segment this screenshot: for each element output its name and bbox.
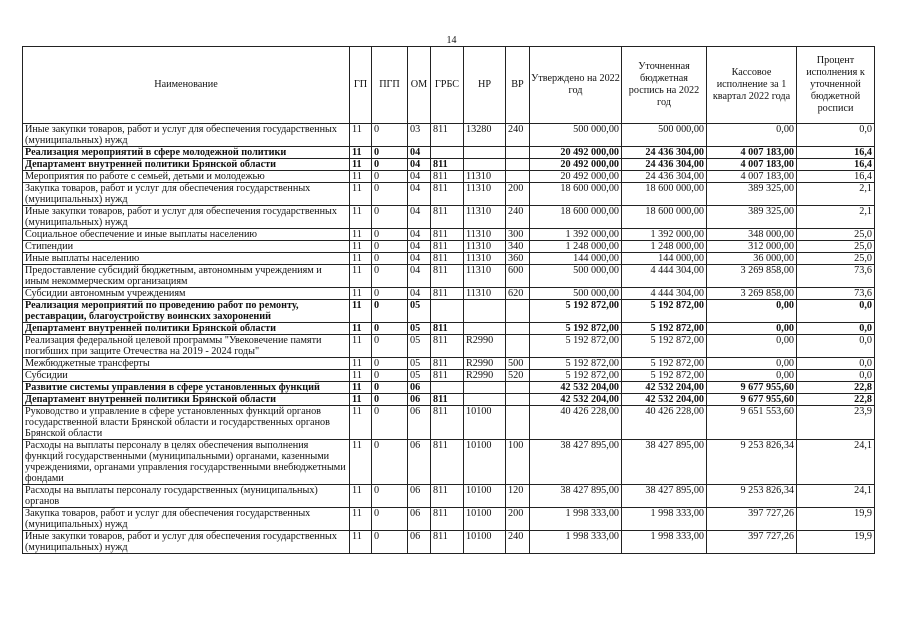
cell-cash: 0,00 (707, 370, 797, 382)
cell-grbs: 811 (431, 406, 464, 440)
cell-approved: 144 000,00 (530, 253, 622, 265)
cell-name: Расходы на выплаты персоналу в целях обеспечения выполнения функций государственными (муниципальными) органами, казенными учреждениями, органами управления государственными внебюджетными фондами (23, 440, 350, 485)
cell-gp: 11 (350, 183, 372, 206)
cell-np: 11310 (464, 288, 506, 300)
cell-grbs: 811 (431, 531, 464, 554)
cell-np: 11310 (464, 229, 506, 241)
cell-np: 10100 (464, 406, 506, 440)
cell-gp: 11 (350, 147, 372, 159)
cell-vr (506, 406, 530, 440)
cell-name: Департамент внутренней политики Брянской области (23, 159, 350, 171)
cell-cash: 9 677 955,60 (707, 394, 797, 406)
cell-percent: 16,4 (797, 171, 875, 183)
cell-cash: 0,00 (707, 323, 797, 335)
cell-percent: 2,1 (797, 183, 875, 206)
cell-pgp: 0 (372, 323, 408, 335)
cell-name: Предоставление субсидий бюджетным, автономным учреждениям и иным некоммерческим организациям (23, 265, 350, 288)
cell-pgp: 0 (372, 300, 408, 323)
cell-om: 05 (408, 370, 431, 382)
cell-np (464, 323, 506, 335)
cell-np: 11310 (464, 206, 506, 229)
cell-om: 06 (408, 394, 431, 406)
cell-name: Субсидии (23, 370, 350, 382)
cell-gp: 11 (350, 288, 372, 300)
cell-revised: 18 600 000,00 (622, 183, 707, 206)
cell-percent: 19,9 (797, 531, 875, 554)
cell-vr (506, 300, 530, 323)
cell-pgp: 0 (372, 485, 408, 508)
cell-percent: 24,1 (797, 485, 875, 508)
cell-cash: 4 007 183,00 (707, 147, 797, 159)
table-row (23, 370, 875, 382)
table-row (23, 531, 875, 554)
cell-percent: 22,8 (797, 382, 875, 394)
cell-approved: 5 192 872,00 (530, 323, 622, 335)
cell-revised: 24 436 304,00 (622, 171, 707, 183)
cell-revised: 5 192 872,00 (622, 300, 707, 323)
header-cash: Кассовое исполнение за 1 квартал 2022 года (707, 47, 797, 124)
cell-percent: 0,0 (797, 370, 875, 382)
cell-percent: 16,4 (797, 159, 875, 171)
cell-pgp: 0 (372, 265, 408, 288)
cell-revised: 5 192 872,00 (622, 370, 707, 382)
cell-percent: 25,0 (797, 241, 875, 253)
cell-grbs: 811 (431, 394, 464, 406)
cell-np: R2990 (464, 335, 506, 358)
cell-cash: 397 727,26 (707, 531, 797, 554)
cell-om: 05 (408, 358, 431, 370)
cell-grbs: 811 (431, 124, 464, 147)
cell-revised: 42 532 204,00 (622, 394, 707, 406)
table-row (23, 229, 875, 241)
cell-cash: 0,00 (707, 358, 797, 370)
cell-name: Мероприятия по работе с семьей, детьми и молодежью (23, 171, 350, 183)
cell-name: Иные выплаты населению (23, 253, 350, 265)
cell-pgp: 0 (372, 206, 408, 229)
cell-cash: 0,00 (707, 335, 797, 358)
cell-vr: 620 (506, 288, 530, 300)
table-row (23, 147, 875, 159)
cell-grbs: 811 (431, 335, 464, 358)
table-row (23, 253, 875, 265)
cell-gp: 11 (350, 394, 372, 406)
cell-name: Департамент внутренней политики Брянской области (23, 323, 350, 335)
cell-percent: 2,1 (797, 206, 875, 229)
cell-name: Реализация мероприятий в сфере молодежной политики (23, 147, 350, 159)
cell-gp: 11 (350, 300, 372, 323)
cell-gp: 11 (350, 265, 372, 288)
cell-revised: 5 192 872,00 (622, 335, 707, 358)
header-row (23, 47, 875, 124)
page-number: 14 (446, 35, 457, 46)
table-row (23, 335, 875, 358)
header-percent: Процент исполнения к уточненной бюджетной росписи (797, 47, 875, 124)
cell-pgp: 0 (372, 124, 408, 147)
cell-grbs: 811 (431, 358, 464, 370)
cell-gp: 11 (350, 370, 372, 382)
cell-grbs (431, 382, 464, 394)
cell-gp: 11 (350, 206, 372, 229)
cell-percent: 0,0 (797, 323, 875, 335)
cell-grbs: 811 (431, 183, 464, 206)
cell-revised: 24 436 304,00 (622, 147, 707, 159)
cell-approved: 1 248 000,00 (530, 241, 622, 253)
cell-name: Руководство и управление в сфере установленных функций органов государственной власти Брянской области и государственных органов Брянской области (23, 406, 350, 440)
cell-percent: 24,1 (797, 440, 875, 485)
table-row (23, 288, 875, 300)
cell-name: Расходы на выплаты персоналу государственных (муниципальных) органов (23, 485, 350, 508)
cell-cash: 389 325,00 (707, 183, 797, 206)
cell-np: 13280 (464, 124, 506, 147)
cell-percent: 23,9 (797, 406, 875, 440)
cell-approved: 5 192 872,00 (530, 370, 622, 382)
cell-percent: 22,8 (797, 394, 875, 406)
header-np: НР (464, 47, 506, 124)
cell-om: 04 (408, 159, 431, 171)
cell-grbs: 811 (431, 171, 464, 183)
table-row (23, 323, 875, 335)
cell-gp: 11 (350, 440, 372, 485)
cell-name: Межбюджетные трансферты (23, 358, 350, 370)
cell-revised: 1 392 000,00 (622, 229, 707, 241)
cell-pgp: 0 (372, 229, 408, 241)
cell-grbs: 811 (431, 323, 464, 335)
cell-approved: 500 000,00 (530, 265, 622, 288)
cell-pgp: 0 (372, 335, 408, 358)
cell-om: 05 (408, 300, 431, 323)
cell-pgp: 0 (372, 382, 408, 394)
cell-om: 04 (408, 253, 431, 265)
cell-gp: 11 (350, 406, 372, 440)
cell-vr (506, 147, 530, 159)
cell-cash: 9 253 826,34 (707, 485, 797, 508)
cell-vr: 240 (506, 531, 530, 554)
cell-name: Развитие системы управления в сфере установленных функций (23, 382, 350, 394)
header-gp: ГП (350, 47, 372, 124)
cell-grbs: 811 (431, 440, 464, 485)
cell-vr: 300 (506, 229, 530, 241)
cell-grbs: 811 (431, 241, 464, 253)
header-approved: Утверждено на 2022 год (530, 47, 622, 124)
cell-om: 06 (408, 382, 431, 394)
cell-approved: 500 000,00 (530, 288, 622, 300)
cell-cash: 9 253 826,34 (707, 440, 797, 485)
cell-approved: 5 192 872,00 (530, 335, 622, 358)
cell-pgp: 0 (372, 531, 408, 554)
cell-approved: 42 532 204,00 (530, 394, 622, 406)
cell-revised: 4 444 304,00 (622, 265, 707, 288)
cell-gp: 11 (350, 241, 372, 253)
cell-revised: 42 532 204,00 (622, 382, 707, 394)
cell-om: 04 (408, 206, 431, 229)
cell-approved: 1 998 333,00 (530, 508, 622, 531)
cell-grbs: 811 (431, 159, 464, 171)
cell-cash: 348 000,00 (707, 229, 797, 241)
cell-pgp: 0 (372, 241, 408, 253)
table-row (23, 485, 875, 508)
cell-pgp: 0 (372, 440, 408, 485)
cell-vr: 240 (506, 206, 530, 229)
cell-approved: 42 532 204,00 (530, 382, 622, 394)
cell-grbs: 811 (431, 206, 464, 229)
cell-gp: 11 (350, 485, 372, 508)
cell-revised: 4 444 304,00 (622, 288, 707, 300)
cell-np: 10100 (464, 508, 506, 531)
cell-np (464, 147, 506, 159)
cell-np: 11310 (464, 171, 506, 183)
cell-name: Иные закупки товаров, работ и услуг для обеспечения государственных (муниципальных) нужд (23, 124, 350, 147)
cell-np: 10100 (464, 485, 506, 508)
cell-np: R2990 (464, 358, 506, 370)
cell-om: 05 (408, 335, 431, 358)
cell-om: 04 (408, 171, 431, 183)
cell-approved: 20 492 000,00 (530, 171, 622, 183)
table-row (23, 171, 875, 183)
cell-percent: 16,4 (797, 147, 875, 159)
cell-grbs: 811 (431, 265, 464, 288)
cell-percent: 0,0 (797, 300, 875, 323)
cell-name: Иные закупки товаров, работ и услуг для обеспечения государственных (муниципальных) нужд (23, 531, 350, 554)
cell-np: 10100 (464, 440, 506, 485)
cell-vr: 340 (506, 241, 530, 253)
cell-grbs: 811 (431, 253, 464, 265)
cell-om: 04 (408, 265, 431, 288)
cell-om: 06 (408, 485, 431, 508)
cell-pgp: 0 (372, 159, 408, 171)
cell-revised: 1 998 333,00 (622, 531, 707, 554)
cell-revised: 1 248 000,00 (622, 241, 707, 253)
cell-approved: 38 427 895,00 (530, 485, 622, 508)
cell-approved: 38 427 895,00 (530, 440, 622, 485)
cell-revised: 40 426 228,00 (622, 406, 707, 440)
cell-revised: 38 427 895,00 (622, 485, 707, 508)
cell-pgp: 0 (372, 288, 408, 300)
cell-cash: 4 007 183,00 (707, 171, 797, 183)
cell-vr: 600 (506, 265, 530, 288)
cell-percent: 73,6 (797, 265, 875, 288)
cell-gp: 11 (350, 253, 372, 265)
cell-name: Реализация федеральной целевой программы "Увековечение памяти погибших при защите Отечества на 2019 - 2024 годы" (23, 335, 350, 358)
cell-cash: 389 325,00 (707, 206, 797, 229)
cell-approved: 20 492 000,00 (530, 147, 622, 159)
cell-np: 11310 (464, 241, 506, 253)
cell-gp: 11 (350, 508, 372, 531)
cell-revised: 38 427 895,00 (622, 440, 707, 485)
cell-np: R2990 (464, 370, 506, 382)
cell-np (464, 382, 506, 394)
cell-np (464, 159, 506, 171)
cell-name: Стипендии (23, 241, 350, 253)
table-row (23, 159, 875, 171)
cell-percent: 73,6 (797, 288, 875, 300)
cell-pgp: 0 (372, 370, 408, 382)
cell-vr (506, 159, 530, 171)
cell-approved: 5 192 872,00 (530, 300, 622, 323)
cell-om: 06 (408, 531, 431, 554)
cell-gp: 11 (350, 171, 372, 183)
cell-cash: 0,00 (707, 124, 797, 147)
cell-percent: 25,0 (797, 253, 875, 265)
budget-table (22, 46, 875, 554)
cell-cash: 397 727,26 (707, 508, 797, 531)
cell-revised: 144 000,00 (622, 253, 707, 265)
cell-vr (506, 323, 530, 335)
header-name: Наименование (23, 47, 350, 124)
cell-approved: 1 998 333,00 (530, 531, 622, 554)
cell-np: 10100 (464, 531, 506, 554)
cell-cash: 4 007 183,00 (707, 159, 797, 171)
cell-revised: 5 192 872,00 (622, 323, 707, 335)
cell-name: Закупка товаров, работ и услуг для обеспечения государственных (муниципальных) нужд (23, 183, 350, 206)
cell-name: Закупка товаров, работ и услуг для обеспечения государственных (муниципальных) нужд (23, 508, 350, 531)
cell-np (464, 300, 506, 323)
cell-grbs: 811 (431, 508, 464, 531)
cell-gp: 11 (350, 159, 372, 171)
cell-cash: 3 269 858,00 (707, 265, 797, 288)
header-pgp: ПГП (372, 47, 408, 124)
cell-percent: 0,0 (797, 124, 875, 147)
cell-percent: 19,9 (797, 508, 875, 531)
table-row (23, 406, 875, 440)
cell-gp: 11 (350, 531, 372, 554)
cell-grbs: 811 (431, 370, 464, 382)
cell-cash: 0,00 (707, 300, 797, 323)
cell-name: Департамент внутренней политики Брянской области (23, 394, 350, 406)
header-revised: Уточненная бюджетная роспись на 2022 год (622, 47, 707, 124)
table-row (23, 508, 875, 531)
cell-cash: 312 000,00 (707, 241, 797, 253)
cell-pgp: 0 (372, 406, 408, 440)
cell-np (464, 394, 506, 406)
cell-pgp: 0 (372, 253, 408, 265)
cell-pgp: 0 (372, 358, 408, 370)
cell-revised: 5 192 872,00 (622, 358, 707, 370)
cell-name: Субсидии автономным учреждениям (23, 288, 350, 300)
cell-revised: 500 000,00 (622, 124, 707, 147)
cell-pgp: 0 (372, 171, 408, 183)
cell-cash: 9 651 553,60 (707, 406, 797, 440)
cell-vr (506, 394, 530, 406)
cell-grbs: 811 (431, 288, 464, 300)
header-vr: ВР (506, 47, 530, 124)
cell-om: 04 (408, 147, 431, 159)
cell-pgp: 0 (372, 147, 408, 159)
cell-pgp: 0 (372, 183, 408, 206)
cell-vr: 360 (506, 253, 530, 265)
cell-vr: 520 (506, 370, 530, 382)
cell-cash: 9 677 955,60 (707, 382, 797, 394)
table-row (23, 440, 875, 485)
cell-om: 04 (408, 241, 431, 253)
cell-vr: 240 (506, 124, 530, 147)
cell-grbs: 811 (431, 229, 464, 241)
cell-vr: 100 (506, 440, 530, 485)
cell-grbs: 811 (431, 485, 464, 508)
cell-np: 11310 (464, 265, 506, 288)
cell-approved: 500 000,00 (530, 124, 622, 147)
cell-approved: 5 192 872,00 (530, 358, 622, 370)
cell-np: 11310 (464, 183, 506, 206)
cell-om: 06 (408, 508, 431, 531)
table-row (23, 358, 875, 370)
cell-om: 04 (408, 183, 431, 206)
cell-name: Иные закупки товаров, работ и услуг для обеспечения государственных (муниципальных) нужд (23, 206, 350, 229)
cell-gp: 11 (350, 229, 372, 241)
cell-om: 06 (408, 406, 431, 440)
cell-om: 03 (408, 124, 431, 147)
cell-approved: 18 600 000,00 (530, 183, 622, 206)
cell-vr: 200 (506, 183, 530, 206)
cell-gp: 11 (350, 358, 372, 370)
cell-vr (506, 382, 530, 394)
cell-pgp: 0 (372, 394, 408, 406)
table-row (23, 382, 875, 394)
table-row (23, 183, 875, 206)
table-row (23, 241, 875, 253)
cell-percent: 25,0 (797, 229, 875, 241)
cell-vr (506, 171, 530, 183)
cell-pgp: 0 (372, 508, 408, 531)
table-row (23, 124, 875, 147)
cell-revised: 1 998 333,00 (622, 508, 707, 531)
cell-vr: 500 (506, 358, 530, 370)
cell-gp: 11 (350, 323, 372, 335)
cell-approved: 18 600 000,00 (530, 206, 622, 229)
cell-om: 06 (408, 440, 431, 485)
header-grbs: ГРБС (431, 47, 464, 124)
cell-revised: 18 600 000,00 (622, 206, 707, 229)
cell-name: Социальное обеспечение и иные выплаты населению (23, 229, 350, 241)
cell-np: 11310 (464, 253, 506, 265)
cell-grbs (431, 147, 464, 159)
cell-vr: 200 (506, 508, 530, 531)
cell-approved: 40 426 228,00 (530, 406, 622, 440)
cell-name: Реализация мероприятий по проведению работ по ремонту, реставрации, благоустройству воинских захоронений (23, 300, 350, 323)
cell-om: 04 (408, 288, 431, 300)
table-row (23, 265, 875, 288)
cell-revised: 24 436 304,00 (622, 159, 707, 171)
cell-grbs (431, 300, 464, 323)
cell-percent: 0,0 (797, 358, 875, 370)
cell-om: 05 (408, 323, 431, 335)
cell-vr (506, 335, 530, 358)
cell-cash: 36 000,00 (707, 253, 797, 265)
cell-gp: 11 (350, 124, 372, 147)
table-row (23, 300, 875, 323)
cell-approved: 1 392 000,00 (530, 229, 622, 241)
table-row (23, 394, 875, 406)
table-row (23, 206, 875, 229)
cell-om: 04 (408, 229, 431, 241)
table-body (23, 124, 875, 554)
cell-cash: 3 269 858,00 (707, 288, 797, 300)
cell-approved: 20 492 000,00 (530, 159, 622, 171)
header-om: ОМ (408, 47, 431, 124)
cell-percent: 0,0 (797, 335, 875, 358)
cell-gp: 11 (350, 335, 372, 358)
cell-gp: 11 (350, 382, 372, 394)
cell-vr: 120 (506, 485, 530, 508)
